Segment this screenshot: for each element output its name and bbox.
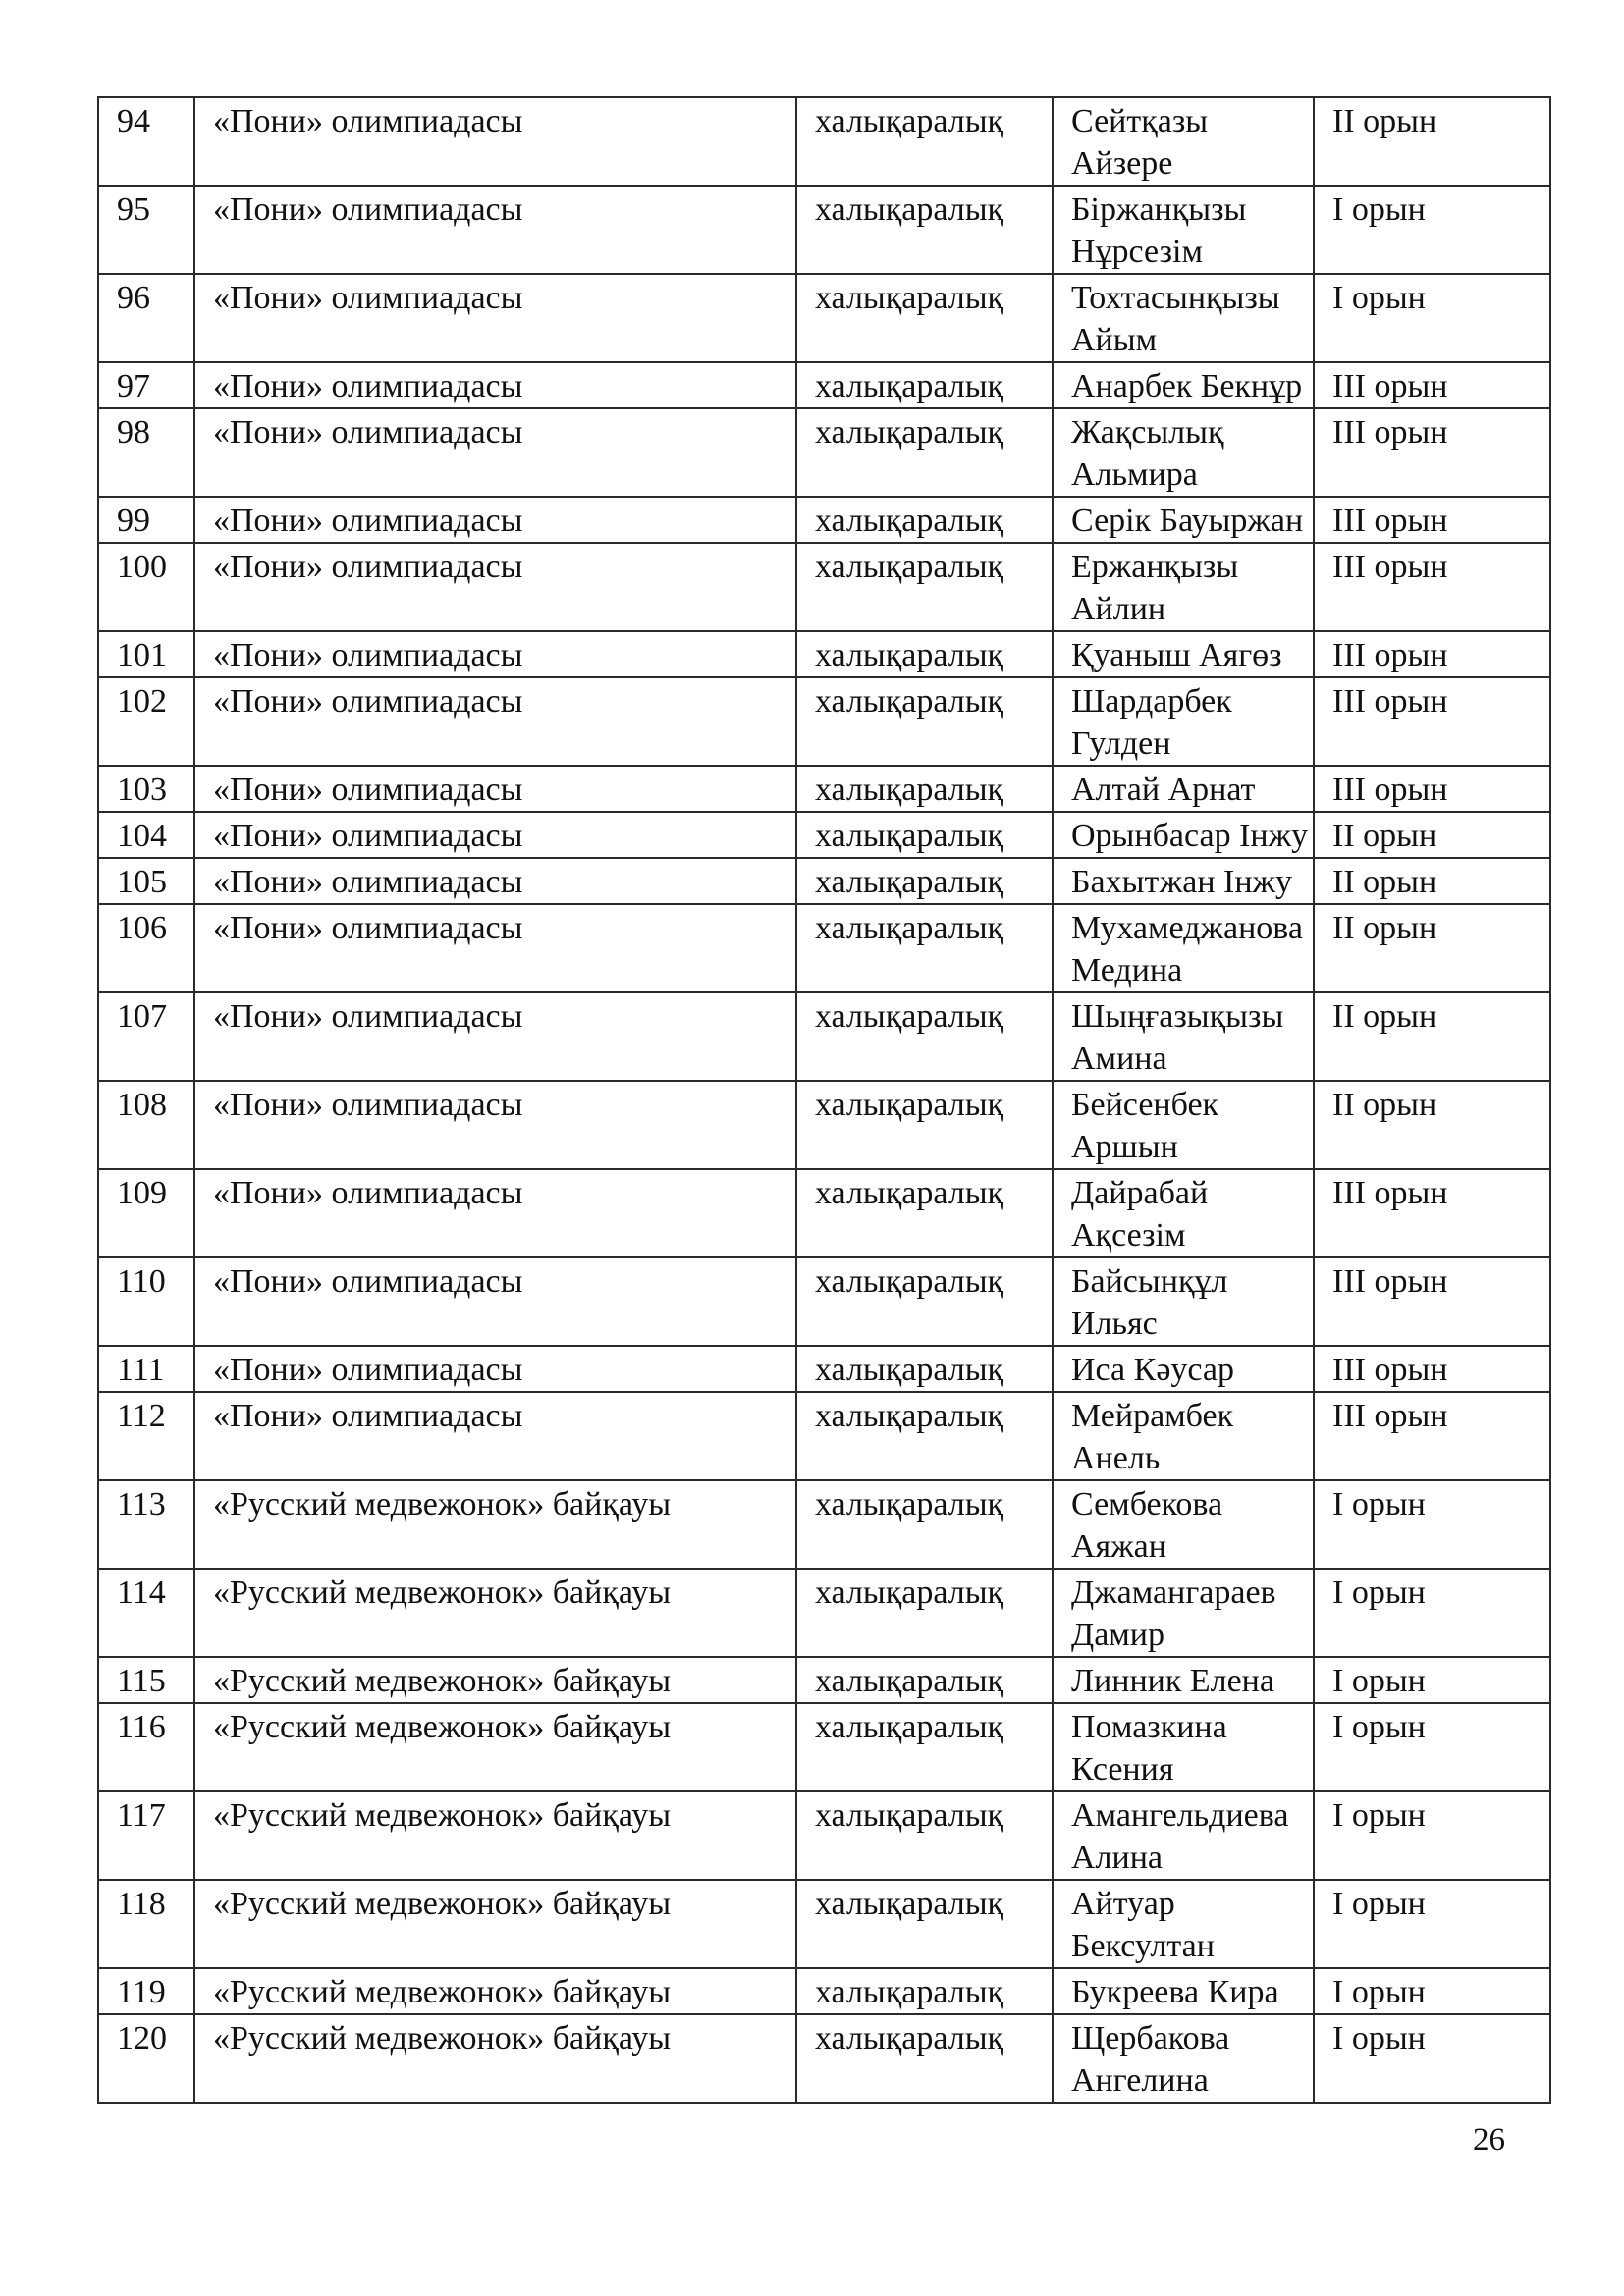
level-cell: халықаралық — [796, 362, 1053, 408]
row-number-cell: 111 — [98, 1346, 194, 1392]
row-number-cell: 118 — [98, 1880, 194, 1968]
results-table — [97, 96, 1551, 2104]
name-line: Аршын — [1071, 1129, 1178, 1165]
level-cell: халықаралық — [796, 97, 1053, 186]
name-line: Альмира — [1071, 456, 1198, 493]
name-cell — [1053, 677, 1314, 766]
level-cell: халықаралық — [796, 1791, 1053, 1880]
name-cell — [1053, 858, 1314, 904]
row-number-cell: 120 — [98, 2014, 194, 2103]
name-line: Аяжан — [1071, 1528, 1166, 1565]
competition-cell: «Пони» олимпиадасы — [194, 362, 796, 408]
name-line: Щербакова — [1071, 2020, 1230, 2056]
name-line: Ксения — [1071, 1751, 1174, 1788]
name-cell — [1053, 1392, 1314, 1480]
place-cell: I орын — [1314, 274, 1550, 362]
competition-cell: «Пони» олимпиадасы — [194, 1346, 796, 1392]
name-cell — [1053, 1703, 1314, 1791]
name-cell — [1053, 274, 1314, 362]
place-cell: I орын — [1314, 186, 1550, 274]
name-line: Орынбасар Інжу — [1071, 818, 1309, 854]
name-cell — [1053, 543, 1314, 631]
row-number-cell: 107 — [98, 992, 194, 1081]
row-number-cell: 94 — [98, 97, 194, 186]
table-row — [98, 97, 1550, 186]
name-cell — [1053, 1569, 1314, 1657]
name-line: Иса Кәусар — [1071, 1352, 1235, 1388]
level-cell: халықаралық — [796, 858, 1053, 904]
level-cell: халықаралық — [796, 992, 1053, 1081]
name-line: Амангельдиева — [1071, 1797, 1289, 1834]
table-row — [98, 186, 1550, 274]
name-line: Нұрсезім — [1071, 234, 1203, 270]
row-number-cell: 115 — [98, 1657, 194, 1703]
table-row — [98, 408, 1550, 497]
row-number-cell: 116 — [98, 1703, 194, 1791]
table-row — [98, 1346, 1550, 1392]
table-row — [98, 1569, 1550, 1657]
place-cell: III орын — [1314, 631, 1550, 677]
level-cell: халықаралық — [796, 904, 1053, 992]
name-line: Дамир — [1071, 1617, 1164, 1653]
place-cell: III орын — [1314, 408, 1550, 497]
table-row — [98, 858, 1550, 904]
level-cell: халықаралық — [796, 677, 1053, 766]
competition-cell: «Пони» олимпиадасы — [194, 274, 796, 362]
competition-cell: «Пони» олимпиадасы — [194, 858, 796, 904]
competition-cell: «Пони» олимпиадасы — [194, 904, 796, 992]
row-number-cell: 102 — [98, 677, 194, 766]
name-line: Ақсезім — [1071, 1217, 1186, 1254]
level-cell: халықаралық — [796, 1169, 1053, 1257]
name-cell — [1053, 812, 1314, 858]
level-cell: халықаралық — [796, 1392, 1053, 1480]
row-number-cell: 105 — [98, 858, 194, 904]
table-row — [98, 362, 1550, 408]
table-row — [98, 1480, 1550, 1569]
table-row — [98, 274, 1550, 362]
name-cell — [1053, 1169, 1314, 1257]
place-cell: III орын — [1314, 497, 1550, 543]
table-row — [98, 631, 1550, 677]
name-line: Джамангараев — [1071, 1575, 1276, 1611]
name-line: Гулден — [1071, 725, 1171, 762]
name-line: Шыңғазықызы — [1071, 998, 1284, 1035]
table-row — [98, 1703, 1550, 1791]
row-number-cell: 112 — [98, 1392, 194, 1480]
name-line: Анель — [1071, 1440, 1161, 1476]
name-line: Бейсенбек — [1071, 1087, 1219, 1123]
place-cell: III орын — [1314, 1392, 1550, 1480]
name-line: Ильяс — [1071, 1306, 1158, 1342]
place-cell: I орын — [1314, 1791, 1550, 1880]
place-cell: I орын — [1314, 1703, 1550, 1791]
place-cell: III орын — [1314, 1346, 1550, 1392]
place-cell: III орын — [1314, 677, 1550, 766]
level-cell: халықаралық — [796, 274, 1053, 362]
row-number-cell: 109 — [98, 1169, 194, 1257]
competition-cell: «Пони» олимпиадасы — [194, 631, 796, 677]
place-cell: II орын — [1314, 858, 1550, 904]
level-cell: халықаралық — [796, 766, 1053, 812]
table-row — [98, 543, 1550, 631]
level-cell: халықаралық — [796, 1257, 1053, 1346]
name-cell — [1053, 1791, 1314, 1880]
name-cell — [1053, 1081, 1314, 1169]
name-cell — [1053, 186, 1314, 274]
place-cell: III орын — [1314, 766, 1550, 812]
table-row — [98, 497, 1550, 543]
row-number-cell: 117 — [98, 1791, 194, 1880]
row-number-cell: 99 — [98, 497, 194, 543]
row-number-cell: 103 — [98, 766, 194, 812]
name-line: Мухамеджанова — [1071, 910, 1303, 946]
row-number-cell: 104 — [98, 812, 194, 858]
place-cell: III орын — [1314, 543, 1550, 631]
competition-cell: «Русский медвежонок» байқауы — [194, 1569, 796, 1657]
level-cell: халықаралық — [796, 631, 1053, 677]
name-line: Байсынқұл — [1071, 1263, 1228, 1300]
place-cell: I орын — [1314, 1968, 1550, 2014]
place-cell: II орын — [1314, 97, 1550, 186]
results-table-body — [98, 97, 1550, 2103]
table-row — [98, 2014, 1550, 2103]
competition-cell: «Пони» олимпиадасы — [194, 186, 796, 274]
name-line: Бахытжан Інжу — [1071, 864, 1293, 900]
competition-cell: «Пони» олимпиадасы — [194, 766, 796, 812]
name-cell — [1053, 408, 1314, 497]
name-line: Серік Бауыржан — [1071, 503, 1304, 539]
name-cell — [1053, 1257, 1314, 1346]
table-row — [98, 1657, 1550, 1703]
name-line: Бексултан — [1071, 1928, 1215, 1964]
table-row — [98, 1257, 1550, 1346]
competition-cell: «Пони» олимпиадасы — [194, 408, 796, 497]
place-cell: I орын — [1314, 1657, 1550, 1703]
place-cell: I орын — [1314, 1569, 1550, 1657]
level-cell: халықаралық — [796, 1968, 1053, 2014]
row-number-cell: 108 — [98, 1081, 194, 1169]
level-cell: халықаралық — [796, 1081, 1053, 1169]
name-cell — [1053, 362, 1314, 408]
name-cell — [1053, 766, 1314, 812]
table-row — [98, 1880, 1550, 1968]
competition-cell: «Русский медвежонок» байқауы — [194, 1657, 796, 1703]
row-number-cell: 110 — [98, 1257, 194, 1346]
name-line: Алина — [1071, 1840, 1164, 1876]
name-line: Жақсылық — [1071, 414, 1224, 451]
name-line: Линник Елена — [1071, 1663, 1274, 1699]
competition-cell: «Пони» олимпиадасы — [194, 677, 796, 766]
place-cell: III орын — [1314, 362, 1550, 408]
name-cell — [1053, 2014, 1314, 2103]
table-row — [98, 1081, 1550, 1169]
competition-cell: «Русский медвежонок» байқауы — [194, 1968, 796, 2014]
competition-cell: «Пони» олимпиадасы — [194, 1392, 796, 1480]
name-line: Айтуар — [1071, 1886, 1175, 1922]
level-cell: халықаралық — [796, 186, 1053, 274]
name-cell — [1053, 1346, 1314, 1392]
name-line: Букреева Кира — [1071, 1974, 1279, 2010]
table-row — [98, 812, 1550, 858]
name-cell — [1053, 1480, 1314, 1569]
place-cell: I орын — [1314, 1480, 1550, 1569]
row-number-cell: 97 — [98, 362, 194, 408]
name-cell — [1053, 97, 1314, 186]
name-line: Шардарбек — [1071, 683, 1232, 720]
table-row — [98, 766, 1550, 812]
name-line: Амина — [1071, 1041, 1167, 1077]
name-line: Айлин — [1071, 591, 1166, 627]
name-cell — [1053, 904, 1314, 992]
competition-cell: «Пони» олимпиадасы — [194, 1257, 796, 1346]
name-cell — [1053, 992, 1314, 1081]
name-line: Қуаныш Аягөз — [1071, 637, 1282, 673]
place-cell: III орын — [1314, 1169, 1550, 1257]
page-number: 26 — [1473, 2122, 1505, 2158]
name-line: Ержанқызы — [1071, 549, 1239, 585]
level-cell: халықаралық — [796, 1703, 1053, 1791]
competition-cell: «Пони» олимпиадасы — [194, 97, 796, 186]
name-line: Тохтасынқызы — [1071, 280, 1280, 316]
competition-cell: «Пони» олимпиадасы — [194, 992, 796, 1081]
name-line: Ангелина — [1071, 2062, 1209, 2099]
name-line: Сембекова — [1071, 1486, 1223, 1522]
table-row — [98, 904, 1550, 992]
competition-cell: «Русский медвежонок» байқауы — [194, 1791, 796, 1880]
table-row — [98, 1169, 1550, 1257]
table-row — [98, 677, 1550, 766]
row-number-cell: 113 — [98, 1480, 194, 1569]
place-cell: III орын — [1314, 1257, 1550, 1346]
level-cell: халықаралық — [796, 812, 1053, 858]
name-cell — [1053, 497, 1314, 543]
row-number-cell: 95 — [98, 186, 194, 274]
competition-cell: «Пони» олимпиадасы — [194, 543, 796, 631]
level-cell: халықаралық — [796, 497, 1053, 543]
name-line: Алтай Арнат — [1071, 772, 1256, 808]
level-cell: халықаралық — [796, 1480, 1053, 1569]
level-cell: халықаралық — [796, 2014, 1053, 2103]
name-line: Помазкина — [1071, 1709, 1227, 1745]
name-line: Медина — [1071, 952, 1183, 988]
table-row — [98, 1392, 1550, 1480]
table-row — [98, 992, 1550, 1081]
place-cell: II орын — [1314, 992, 1550, 1081]
competition-cell: «Пони» олимпиадасы — [194, 812, 796, 858]
name-cell — [1053, 631, 1314, 677]
competition-cell: «Русский медвежонок» байқауы — [194, 2014, 796, 2103]
table-row — [98, 1968, 1550, 2014]
level-cell: халықаралық — [796, 543, 1053, 631]
row-number-cell: 98 — [98, 408, 194, 497]
row-number-cell: 101 — [98, 631, 194, 677]
competition-cell: «Русский медвежонок» байқауы — [194, 1480, 796, 1569]
name-cell — [1053, 1968, 1314, 2014]
competition-cell: «Пони» олимпиадасы — [194, 1081, 796, 1169]
row-number-cell: 114 — [98, 1569, 194, 1657]
name-cell — [1053, 1880, 1314, 1968]
row-number-cell: 100 — [98, 543, 194, 631]
place-cell: II орын — [1314, 904, 1550, 992]
row-number-cell: 96 — [98, 274, 194, 362]
row-number-cell: 106 — [98, 904, 194, 992]
competition-cell: «Русский медвежонок» байқауы — [194, 1703, 796, 1791]
place-cell: I орын — [1314, 2014, 1550, 2103]
level-cell: халықаралық — [796, 1346, 1053, 1392]
name-line: Дайрабай — [1071, 1175, 1209, 1211]
place-cell: I орын — [1314, 1880, 1550, 1968]
level-cell: халықаралық — [796, 1657, 1053, 1703]
name-line: Сейтқазы — [1071, 103, 1209, 139]
name-line: Мейрамбек — [1071, 1398, 1234, 1434]
name-line: Айым — [1071, 322, 1158, 358]
name-line: Біржанқызы — [1071, 191, 1247, 228]
name-line: Анарбек Бекнұр — [1071, 368, 1303, 404]
name-line: Айзере — [1071, 145, 1173, 182]
level-cell: халықаралық — [796, 408, 1053, 497]
competition-cell: «Пони» олимпиадасы — [194, 1169, 796, 1257]
place-cell: II орын — [1314, 812, 1550, 858]
table-row — [98, 1791, 1550, 1880]
competition-cell: «Пони» олимпиадасы — [194, 497, 796, 543]
level-cell: халықаралық — [796, 1880, 1053, 1968]
level-cell: халықаралық — [796, 1569, 1053, 1657]
place-cell: II орын — [1314, 1081, 1550, 1169]
competition-cell: «Русский медвежонок» байқауы — [194, 1880, 796, 1968]
name-cell — [1053, 1657, 1314, 1703]
row-number-cell: 119 — [98, 1968, 194, 2014]
